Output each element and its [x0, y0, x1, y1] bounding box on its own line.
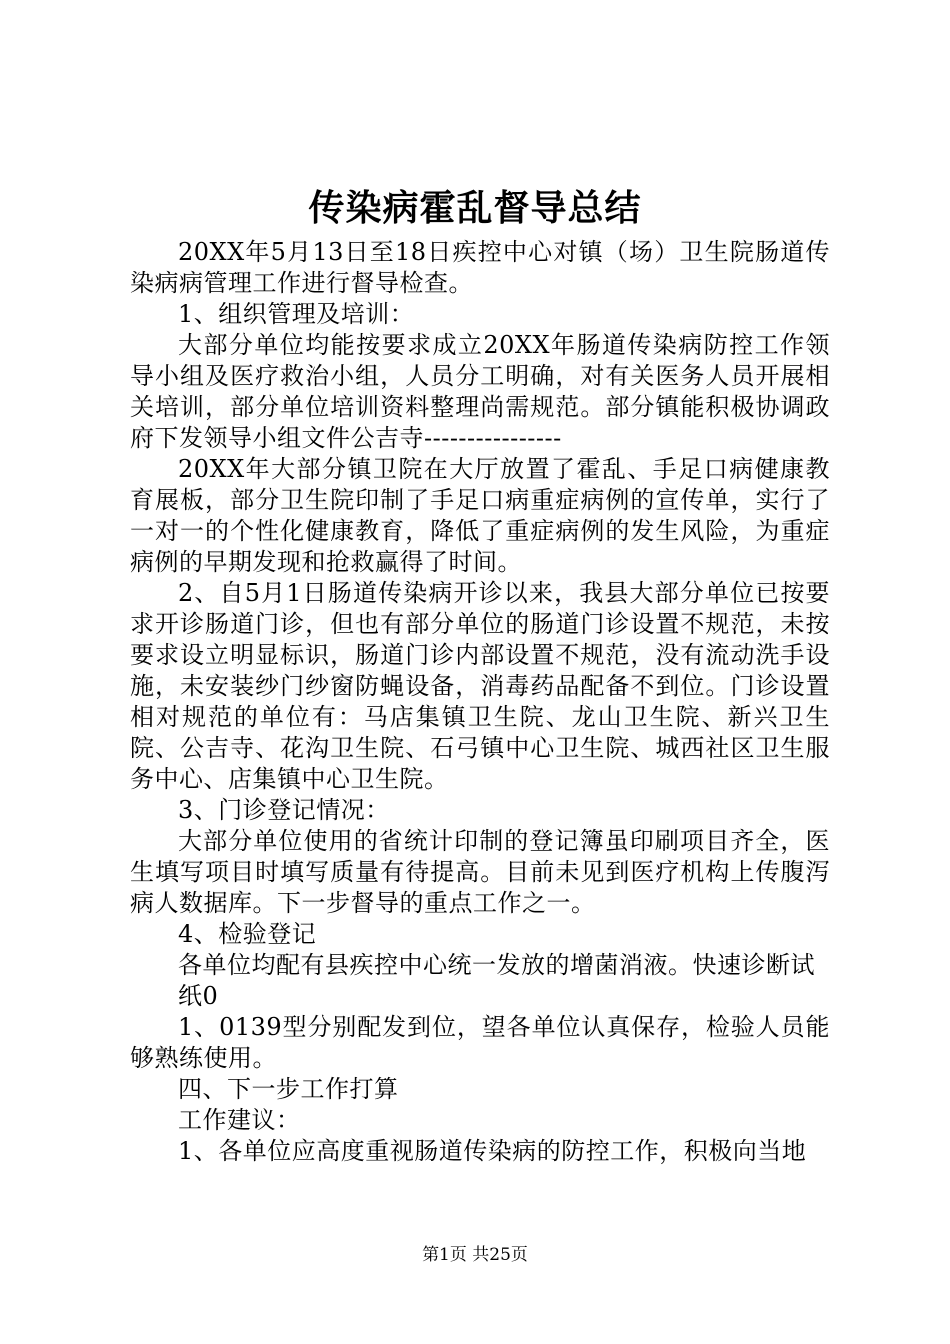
- paragraph-lab-supplies: 各单位均配有县疾控中心统一发放的增菌消液。快速诊断试: [178, 951, 815, 979]
- heading-registration: 3、门诊登记情况：: [178, 796, 390, 824]
- paragraph-test-paper: 纸0: [178, 982, 219, 1010]
- heading-next-steps: 四、下一步工作打算: [178, 1075, 399, 1103]
- paragraph-suggestion-1: 1、各单位应高度重视肠道传染病的防控工作，积极向当地: [178, 1137, 807, 1165]
- page-number-footer: 第1页 共25页: [422, 1245, 528, 1265]
- paragraph-clinic-setup: 2、自5月1日肠道传染病开诊以来，我县大部分单位已按要求开诊肠道门诊，但也有部分单位的肠道门诊设置不规范，未按要求设立明显标识，肠道门诊内部设置不规范，没有流动洗手设施，未安装纱门纱窗防蝇设备，消毒药品配备不到位。门诊设置相对规范的单位有：马店集镇卫生院、龙山卫生院、新兴卫生院、公吉寺、花沟卫生院、石弓镇中心卫生院、城西社区卫生服务中心、店集镇中心卫生院。: [130, 579, 830, 793]
- document-body: [130, 237, 830, 1167]
- document-title: 传染病霍乱督导总结: [308, 187, 642, 229]
- paragraph-health-education: 20XX年大部分镇卫院在大厅放置了霍乱、手足口病健康教育展板，部分卫生院印制了手足口病重症病例的宣传单，实行了一对一的个性化健康教育，降低了重症病例的发生风险，为重症病例的早期发现和抢救赢得了时间。: [130, 455, 830, 576]
- paragraph-intro: 20XX年5月13日至18日疾控中心对镇（场）卫生院肠道传染病病管理工作进行督导检查。: [130, 238, 830, 297]
- paragraph-organization: 大部分单位均能按要求成立20XX年肠道传染病防控工作领导小组及医疗救治小组，人员分工明确，对有关医务人员开展相关培训，部分单位培训资料整理尚需规范。部分镇能积极协调政府下发领导小组文件公吉寺----------------: [130, 331, 830, 452]
- paragraph-o139: 1、0139型分别配发到位，望各单位认真保存，检验人员能够熟练使用。: [130, 1013, 830, 1072]
- paragraph-registration: 大部分单位使用的省统计印制的登记簿虽印刷项目齐全，医生填写项目时填写质量有待提高。目前未见到医疗机构上传腹泻病人数据库。下一步督导的重点工作之一。: [130, 827, 830, 917]
- heading-suggestions: 工作建议：: [178, 1106, 301, 1134]
- heading-organization: 1、组织管理及培训：: [178, 300, 415, 328]
- heading-lab-registration: 4、检验登记: [178, 920, 317, 948]
